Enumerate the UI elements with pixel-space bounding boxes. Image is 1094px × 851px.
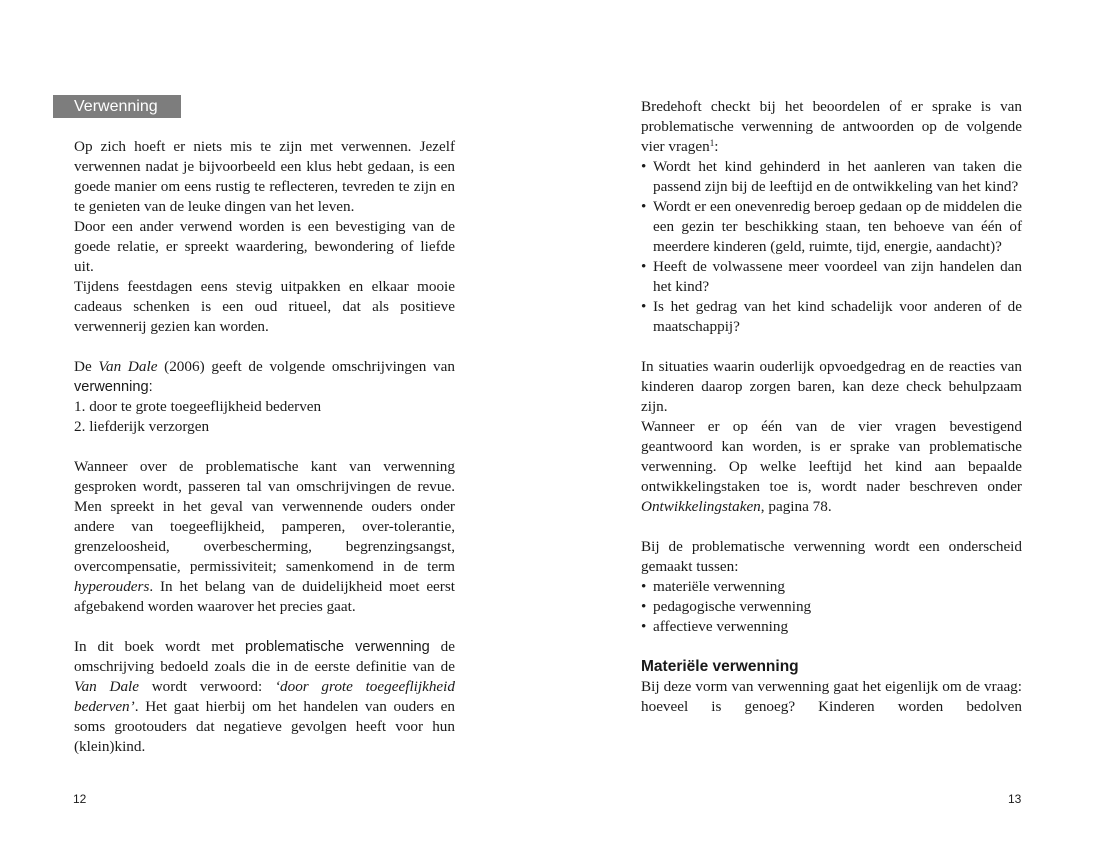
section-heading: Verwenning <box>53 95 181 118</box>
list-item: • Is het gedrag van het kind schadelijk voor anderen of de maatschappij? <box>641 297 1022 337</box>
subheading: Materiële verwenning <box>641 658 799 675</box>
right-text-column <box>641 97 1022 717</box>
van-dale-paragraph: De Van Dale (2006) geeft de volgende omschrijvingen van verwenning: <box>74 358 455 395</box>
paragraph: In situaties waarin ouderlijk opvoedgedrag en de reacties van kinderen daarop zorgen baren, kan deze check behulpzaam zijn. <box>641 358 1022 415</box>
page-number: 13 <box>1008 792 1022 806</box>
paragraph: Door een ander verwend worden is een bevestiging van de goede relatie, er spreekt waardering, bewondering of liefde uit. <box>74 218 455 275</box>
term: verwenning: <box>74 379 153 395</box>
cross-reference-link[interactable]: Ontwikkelingstaken <box>641 498 761 515</box>
term: hyperouders <box>74 578 150 595</box>
source-title: Van Dale <box>74 678 139 695</box>
paragraph: In dit boek wordt met problematische verwenning de omschrijving bedoeld zoals die in de eerste definitie van de Van Dale wordt verwoord: ‘door grote toegeeflijkheid bederven’. Het gaat hierbij om het handelen van ouders en soms grootouders dat negatieve gevolgen heeft voor hun (klein)kind. <box>74 638 455 755</box>
right-page <box>547 0 1094 851</box>
paragraph: Op zich hoeft er niets mis te zijn met verwennen. Jezelf verwennen nadat je bijvoorbeeld een klus hebt gedaan, is een goede manier om eens rustig te reflecteren, tevreden te zijn en te genieten van de leuke dingen van het leven. <box>74 138 455 215</box>
type-list <box>641 577 1022 637</box>
paragraph: Wanneer over de problematische kant van verwenning gesproken wordt, passeren tal van omschrijvingen de revue. Men spreekt in het geval van verwennende ouders onder andere van toegeeflijkheid, pamperen, over-tolerantie, grenzeloosheid, overbescherming, begrenzingsangst, overcompensatie, permissiviteit; samenkomend in de term hyperouders. In het belang van de duidelijkheid moet eerst afgebakend worden waarover het precies gaat. <box>74 458 455 615</box>
definition-2: 2. liefderijk verzorgen <box>74 418 210 435</box>
list-item: • Wordt het kind gehinderd in het aanleren van taken die passend zijn bij de leeftijd en de ontwikkeling van het kind? <box>641 157 1022 197</box>
paragraph: Tijdens feestdagen eens stevig uitpakken en elkaar mooie cadeaus schenken is een oud ritueel, dat als positieve verwennerij gezien kan worden. <box>74 278 455 335</box>
left-text-column <box>74 137 455 757</box>
list-item: • pedagogische verwenning <box>641 597 1022 617</box>
page-number: 12 <box>73 792 87 806</box>
paragraph: Bij de problematische verwenning wordt een onderscheid gemaakt tussen: <box>641 538 1022 575</box>
paragraph: Bredehoft checkt bij het beoordelen of er sprake is van problematische verwenning de antwoorden op de volgende vier vragen$^1$: <box>641 98 1022 155</box>
list-item: • affectieve verwenning <box>641 617 1022 637</box>
question-list <box>641 157 1022 337</box>
definition-1: 1. door te grote toegeeflijkheid bederven <box>74 398 322 415</box>
list-item: • Wordt er een onevenredig beroep gedaan op de middelen die een gezin ter beschikking staan, ten behoeve van één of meerdere kinderen (geld, ruimte, tijd, energie, aandacht)? <box>641 197 1022 257</box>
source-title: Van Dale <box>98 358 158 375</box>
definition-quote: ‘door grote toegeeflijkheid bederven’ <box>74 678 455 715</box>
paragraph: Wanneer er op één van de vier vragen bevestigend geantwoord kan worden, is er sprake van problematische verwenning. Op welke leeftijd het kind aan bepaalde ontwikkelingstaken toe is, wordt nader beschreven onder Ontwikkelingstaken, pagina 78. <box>641 418 1022 515</box>
paragraph: Bij deze vorm van verwenning gaat het eigenlijk om de vraag: hoeveel is genoeg? Kinderen worden bedolven <box>641 678 1022 715</box>
term: problematische verwenning <box>244 639 430 655</box>
footnote-marker[interactable]: 1 <box>709 138 715 148</box>
list-item: • materiële verwenning <box>641 577 1022 597</box>
list-item: • Heeft de volwassene meer voordeel van zijn handelen dan het kind? <box>641 257 1022 297</box>
